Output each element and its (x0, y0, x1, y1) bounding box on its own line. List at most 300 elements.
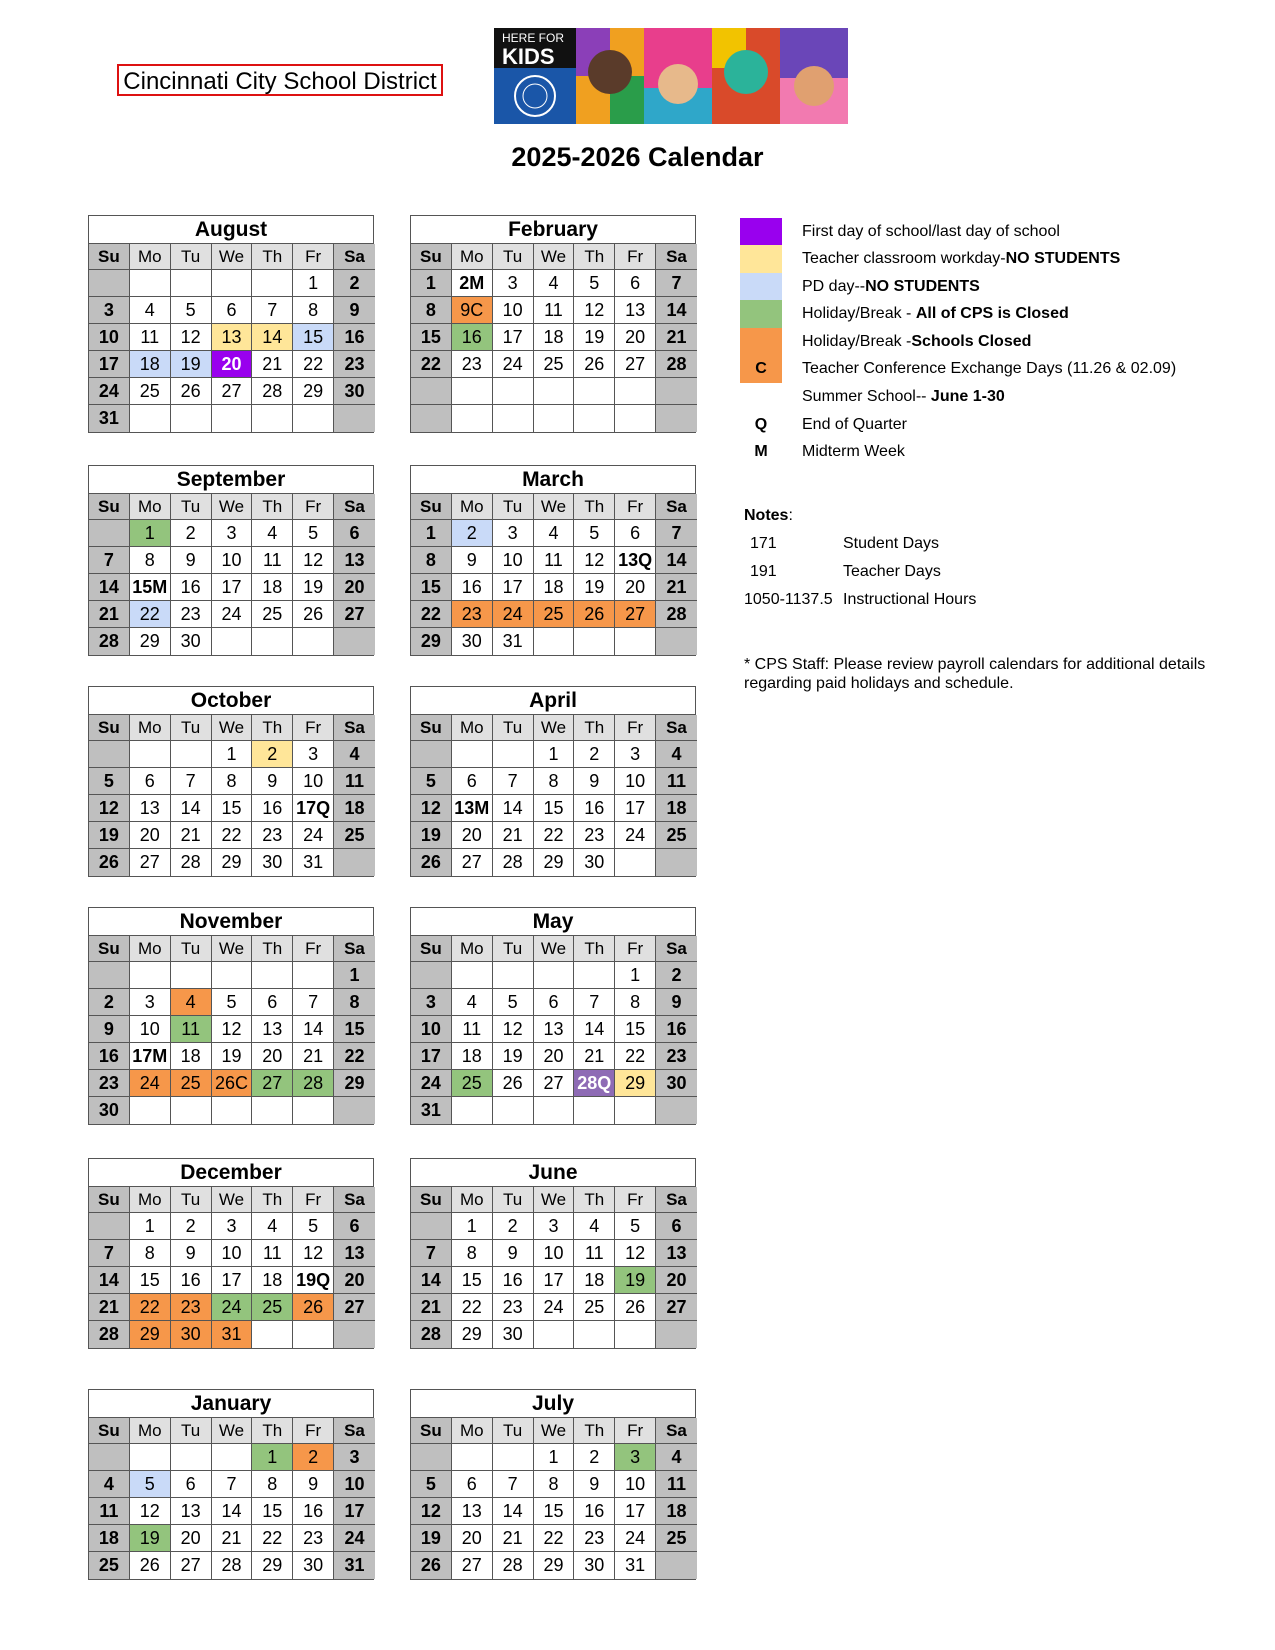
day-cell: 23 (89, 1070, 130, 1097)
day-cell: 26C (212, 1070, 253, 1097)
day-cell: 4 (252, 520, 293, 547)
day-cell: 18 (574, 1267, 615, 1294)
day-cell: 26 (411, 1552, 452, 1579)
weekday-label: Tu (493, 936, 534, 962)
day-cell: 9 (171, 547, 212, 574)
month-september (88, 465, 374, 656)
day-cell: 4 (171, 989, 212, 1016)
day-cell: 2 (171, 1213, 212, 1240)
month-title: May (411, 908, 695, 936)
day-cell: 13 (212, 324, 253, 351)
day-cell: 25 (89, 1552, 130, 1579)
day-cell: 11 (171, 1016, 212, 1043)
day-cell (171, 1097, 212, 1124)
day-cell: 6 (252, 989, 293, 1016)
day-cell: 3 (493, 520, 534, 547)
day-cell (293, 628, 334, 655)
weekday-label: Fr (615, 244, 656, 270)
weekday-header (89, 1187, 373, 1213)
day-cell (493, 378, 534, 405)
weekday-label: We (534, 494, 575, 520)
day-cell: 19 (171, 351, 212, 378)
day-cell: 28 (89, 1321, 130, 1348)
day-cell: 5 (212, 989, 253, 1016)
day-cell: 17Q (293, 795, 334, 822)
day-cell: 1 (334, 962, 375, 989)
day-cell: 8 (411, 547, 452, 574)
day-cell (493, 962, 534, 989)
day-cell: 24 (212, 601, 253, 628)
day-cell: 25 (130, 378, 171, 405)
day-cell: 6 (212, 297, 253, 324)
weekday-label: Th (252, 1187, 293, 1213)
day-cell: 13 (130, 795, 171, 822)
day-cell: 18 (252, 1267, 293, 1294)
day-cell (452, 1097, 493, 1124)
day-cell (493, 405, 534, 432)
weekday-label: Mo (130, 244, 171, 270)
day-cell: 26 (493, 1070, 534, 1097)
day-cell: 12 (293, 547, 334, 574)
day-cell: 11 (656, 1471, 697, 1498)
week-row (89, 1321, 373, 1348)
week-row (89, 1097, 373, 1124)
day-cell: 16 (334, 324, 375, 351)
day-cell (534, 628, 575, 655)
day-cell: 22 (293, 351, 334, 378)
week-row (89, 547, 373, 574)
month-may (410, 907, 696, 1125)
day-cell: 8 (334, 989, 375, 1016)
day-cell: 18 (334, 795, 375, 822)
weekday-label: Fr (615, 494, 656, 520)
day-cell: 12 (212, 1016, 253, 1043)
day-cell: 29 (252, 1552, 293, 1579)
day-cell: 5 (615, 1213, 656, 1240)
month-december (88, 1158, 374, 1349)
week-row (89, 324, 373, 351)
day-cell: 28 (212, 1552, 253, 1579)
weekday-label: Tu (171, 715, 212, 741)
day-cell (452, 962, 493, 989)
day-cell: 29 (293, 378, 334, 405)
week-row (89, 1267, 373, 1294)
day-cell (293, 962, 334, 989)
day-cell: 19 (493, 1043, 534, 1070)
day-cell: 21 (656, 324, 697, 351)
day-cell: 23 (574, 822, 615, 849)
weekday-label: Fr (615, 715, 656, 741)
weekday-label: We (212, 936, 253, 962)
week-row (89, 962, 373, 989)
day-cell: 3 (615, 1444, 656, 1471)
day-cell (656, 405, 697, 432)
legend-swatch: Q (754, 416, 768, 433)
day-cell: 23 (574, 1525, 615, 1552)
weekday-label: Su (89, 1418, 130, 1444)
day-cell: 26 (130, 1552, 171, 1579)
day-cell: 4 (656, 741, 697, 768)
weekday-label: We (534, 1418, 575, 1444)
week-row (89, 297, 373, 324)
day-cell: 30 (574, 1552, 615, 1579)
day-cell (574, 405, 615, 432)
day-cell: 28 (171, 849, 212, 876)
day-cell: 29 (452, 1321, 493, 1348)
day-cell: 12 (615, 1240, 656, 1267)
day-cell: 7 (411, 1240, 452, 1267)
day-cell (534, 405, 575, 432)
day-cell: 7 (171, 768, 212, 795)
week-row (411, 989, 695, 1016)
day-cell: 17 (534, 1267, 575, 1294)
week-row (89, 1016, 373, 1043)
weekday-label: Th (574, 1187, 615, 1213)
day-cell: 25 (534, 601, 575, 628)
day-cell: 22 (534, 1525, 575, 1552)
day-cell: 14 (493, 1498, 534, 1525)
day-cell: 3 (493, 270, 534, 297)
day-cell (574, 378, 615, 405)
notes-title: Notes (744, 507, 789, 524)
day-cell (534, 378, 575, 405)
day-cell: 6 (130, 768, 171, 795)
day-cell: 23 (334, 351, 375, 378)
day-cell: 24 (493, 601, 534, 628)
weekday-label: Fr (293, 1187, 334, 1213)
day-cell: 21 (171, 822, 212, 849)
day-cell: 1 (411, 270, 452, 297)
month-april (410, 686, 696, 877)
day-cell: 5 (493, 989, 534, 1016)
month-title: April (411, 687, 695, 715)
day-cell: 24 (493, 351, 534, 378)
day-cell (493, 1097, 534, 1124)
day-cell (452, 1444, 493, 1471)
day-cell: 7 (293, 989, 334, 1016)
day-cell: 21 (493, 822, 534, 849)
day-cell: 13M (452, 795, 493, 822)
weekday-label: Tu (171, 1187, 212, 1213)
day-cell: 16 (574, 795, 615, 822)
month-title: November (89, 908, 373, 936)
weekday-label: Tu (493, 1418, 534, 1444)
day-cell: 17 (212, 1267, 253, 1294)
day-cell: 13 (615, 297, 656, 324)
day-cell: 6 (534, 989, 575, 1016)
day-cell: 25 (574, 1294, 615, 1321)
day-cell: 30 (171, 628, 212, 655)
day-cell: 3 (212, 1213, 253, 1240)
day-cell: 15 (252, 1498, 293, 1525)
weekday-label: Tu (171, 494, 212, 520)
day-cell: 14 (89, 1267, 130, 1294)
day-cell (656, 628, 697, 655)
day-cell: 31 (615, 1552, 656, 1579)
day-cell: 29 (334, 1070, 375, 1097)
day-cell (212, 628, 253, 655)
day-cell: 9 (452, 547, 493, 574)
weekday-label: Su (89, 244, 130, 270)
day-cell: 15 (293, 324, 334, 351)
weekday-label: Th (574, 244, 615, 270)
weekday-label: Sa (334, 244, 375, 270)
weekday-label: Su (411, 244, 452, 270)
weekday-label: Th (574, 1418, 615, 1444)
day-cell (212, 1444, 253, 1471)
weekday-header (411, 494, 695, 520)
weekday-label: Th (574, 715, 615, 741)
day-cell (252, 628, 293, 655)
month-february (410, 215, 696, 433)
weekday-label: Mo (452, 494, 493, 520)
day-cell: 28 (656, 351, 697, 378)
day-cell (89, 962, 130, 989)
weekday-label: Sa (656, 494, 697, 520)
day-cell (411, 741, 452, 768)
weekday-label: We (534, 1187, 575, 1213)
day-cell: 16 (656, 1016, 697, 1043)
week-row (411, 1267, 695, 1294)
day-cell (334, 1097, 375, 1124)
weekday-label: Th (252, 936, 293, 962)
day-cell: 1 (130, 520, 171, 547)
day-cell (452, 405, 493, 432)
day-cell (411, 1213, 452, 1240)
staff-note: * CPS Staff: Please review payroll calendars for additional details regarding paid holidays and schedule. (744, 656, 1206, 692)
week-row (89, 1525, 373, 1552)
day-cell: 13 (656, 1240, 697, 1267)
day-cell: 20 (130, 822, 171, 849)
weekday-header (89, 1418, 373, 1444)
day-cell: 14 (656, 547, 697, 574)
day-cell: 16 (171, 1267, 212, 1294)
day-cell (212, 962, 253, 989)
day-cell: 18 (89, 1525, 130, 1552)
day-cell: 24 (534, 1294, 575, 1321)
day-cell: 8 (130, 547, 171, 574)
weekday-label: Fr (615, 936, 656, 962)
day-cell: 15 (534, 1498, 575, 1525)
weekday-label: Su (89, 494, 130, 520)
month-title: January (89, 1390, 373, 1418)
week-row (89, 351, 373, 378)
weekday-label: Su (89, 1187, 130, 1213)
day-cell: 23 (656, 1043, 697, 1070)
day-cell: 18 (534, 324, 575, 351)
day-cell: 13Q (615, 547, 656, 574)
day-cell: 12 (411, 1498, 452, 1525)
note-label: Instructional Hours (843, 591, 977, 608)
day-cell: 9 (89, 1016, 130, 1043)
day-cell (615, 405, 656, 432)
day-cell: 31 (293, 849, 334, 876)
legend-text: PD day--NO STUDENTS (802, 278, 980, 295)
weekday-label: Tu (171, 244, 212, 270)
week-row (411, 822, 695, 849)
weekday-label: Sa (334, 715, 375, 741)
week-row (89, 405, 373, 432)
day-cell: 30 (89, 1097, 130, 1124)
day-cell: 21 (89, 601, 130, 628)
weekday-header (89, 244, 373, 270)
day-cell: 18 (130, 351, 171, 378)
day-cell: 15 (130, 1267, 171, 1294)
weekday-label: We (212, 244, 253, 270)
day-cell (574, 1097, 615, 1124)
week-row (411, 520, 695, 547)
legend-text: Teacher Conference Exchange Days (11.26 & 02.09) (802, 360, 1177, 377)
day-cell: 6 (452, 1471, 493, 1498)
day-cell: 13 (252, 1016, 293, 1043)
day-cell: 29 (534, 849, 575, 876)
day-cell: 4 (452, 989, 493, 1016)
weekday-label: Fr (293, 715, 334, 741)
weekday-label: Fr (615, 1187, 656, 1213)
week-row (411, 351, 695, 378)
day-cell: 8 (130, 1240, 171, 1267)
day-cell: 7 (493, 1471, 534, 1498)
day-cell: 18 (252, 574, 293, 601)
week-row (411, 1552, 695, 1579)
month-title: June (411, 1159, 695, 1187)
legend-text: First day of school/last day of school (802, 223, 1060, 240)
weekday-label: Mo (452, 244, 493, 270)
day-cell: 28Q (574, 1070, 615, 1097)
weekday-label: Mo (130, 494, 171, 520)
day-cell: 3 (293, 741, 334, 768)
day-cell: 11 (656, 768, 697, 795)
week-row (411, 849, 695, 876)
weekday-label: Sa (656, 1187, 697, 1213)
day-cell (130, 962, 171, 989)
day-cell: 10 (411, 1016, 452, 1043)
week-row (89, 1444, 373, 1471)
month-march (410, 465, 696, 656)
day-cell: 10 (615, 768, 656, 795)
day-cell: 22 (334, 1043, 375, 1070)
day-cell (534, 962, 575, 989)
day-cell (89, 520, 130, 547)
weekday-label: We (534, 715, 575, 741)
day-cell: 10 (493, 547, 534, 574)
day-cell: 27 (171, 1552, 212, 1579)
day-cell: 20 (452, 822, 493, 849)
day-cell: 20 (334, 1267, 375, 1294)
weekday-label: Th (574, 494, 615, 520)
week-row (89, 768, 373, 795)
weekday-label: Su (411, 494, 452, 520)
day-cell: 13 (534, 1016, 575, 1043)
weekday-label: Sa (656, 244, 697, 270)
day-cell: 16 (452, 574, 493, 601)
day-cell (212, 270, 253, 297)
day-cell: 9 (171, 1240, 212, 1267)
day-cell: 25 (656, 822, 697, 849)
day-cell: 22 (212, 822, 253, 849)
week-row (411, 1016, 695, 1043)
day-cell: 19 (411, 1525, 452, 1552)
day-cell: 14 (89, 574, 130, 601)
day-cell: 24 (334, 1525, 375, 1552)
child-photo-4-icon (794, 66, 834, 106)
day-cell (411, 1444, 452, 1471)
day-cell: 12 (574, 547, 615, 574)
day-cell: 3 (334, 1444, 375, 1471)
day-cell (171, 741, 212, 768)
legend-emphasis: NO STUDENTS (1005, 250, 1121, 267)
day-cell (452, 378, 493, 405)
month-title: September (89, 466, 373, 494)
day-cell: 15 (615, 1016, 656, 1043)
child-photo-1-icon (588, 50, 632, 94)
day-cell: 1 (252, 1444, 293, 1471)
week-row (89, 849, 373, 876)
week-row (89, 1471, 373, 1498)
weekday-label: Sa (656, 715, 697, 741)
day-cell: 30 (452, 628, 493, 655)
day-cell: 1 (615, 962, 656, 989)
day-cell (656, 1552, 697, 1579)
weekday-label: We (534, 244, 575, 270)
day-cell: 26 (293, 601, 334, 628)
week-row (411, 547, 695, 574)
day-cell: 4 (534, 520, 575, 547)
day-cell: 6 (171, 1471, 212, 1498)
day-cell: 2 (574, 741, 615, 768)
weekday-header (89, 494, 373, 520)
day-cell: 19 (411, 822, 452, 849)
day-cell: 21 (493, 1525, 534, 1552)
weekday-label: Tu (493, 244, 534, 270)
day-cell: 11 (534, 547, 575, 574)
weekday-label: Th (252, 244, 293, 270)
weekday-label: Tu (493, 715, 534, 741)
week-row (411, 378, 695, 405)
day-cell (89, 1213, 130, 1240)
day-cell: 18 (534, 574, 575, 601)
day-cell (212, 1097, 253, 1124)
week-row (411, 574, 695, 601)
day-cell (615, 1321, 656, 1348)
day-cell: 6 (334, 520, 375, 547)
day-cell: 21 (252, 351, 293, 378)
day-cell: 9C (452, 297, 493, 324)
day-cell: 22 (534, 822, 575, 849)
legend-swatch (740, 218, 782, 246)
day-cell: 17M (130, 1043, 171, 1070)
day-cell (252, 270, 293, 297)
week-row (411, 1321, 695, 1348)
day-cell: 19 (89, 822, 130, 849)
day-cell: 7 (493, 768, 534, 795)
weekday-label: Fr (615, 1418, 656, 1444)
weekday-header (411, 936, 695, 962)
day-cell: 28 (493, 849, 534, 876)
day-cell: 22 (411, 601, 452, 628)
day-cell: 5 (89, 768, 130, 795)
day-cell: 16 (171, 574, 212, 601)
day-cell: 16 (493, 1267, 534, 1294)
day-cell: 8 (252, 1471, 293, 1498)
day-cell: 6 (452, 768, 493, 795)
day-cell: 27 (212, 378, 253, 405)
day-cell: 1 (293, 270, 334, 297)
weekday-label: Tu (171, 1418, 212, 1444)
note-row-student-days (744, 530, 940, 558)
day-cell: 9 (656, 989, 697, 1016)
day-cell: 10 (212, 1240, 253, 1267)
